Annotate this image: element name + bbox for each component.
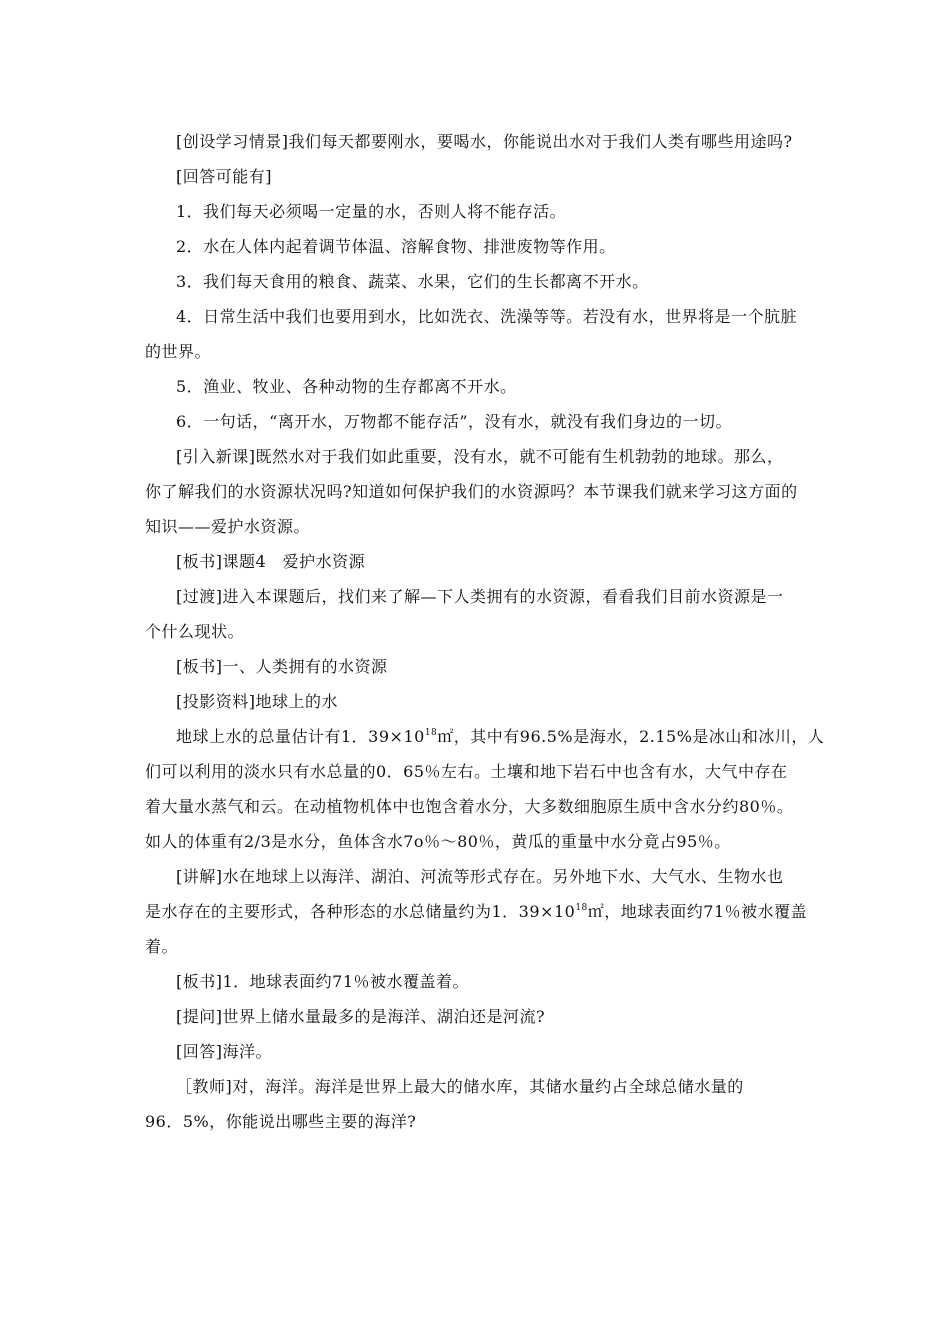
text-line: [0, 194, 950, 229]
text-line: [0, 789, 950, 824]
line-text-cont: ㎡，其中有96.5%是海水，2.15%是冰山和冰川，人: [437, 727, 825, 746]
line-text-cont: ㎡，地球表面约71％被水覆盖: [587, 902, 808, 921]
text-line: [0, 474, 950, 509]
exponent: 18: [424, 727, 438, 738]
line-text: [板书]课题4 爱护水资源: [176, 552, 366, 571]
line-text: 是水存在的主要形式，各种形态的水总储量约为1．39×10: [145, 902, 576, 921]
line-text: 如人的体重有2/3是水分，鱼体含水7o％～80％，黄瓜的重量中水分竟占95％。: [145, 832, 731, 851]
exponent: 18: [575, 902, 588, 913]
text-line: [0, 859, 950, 894]
text-line: [0, 824, 950, 859]
line-text: [板书]一、人类拥有的水资源: [176, 657, 388, 676]
text-line: [0, 264, 950, 299]
line-text: 着。: [145, 937, 179, 956]
text-line: [0, 369, 950, 404]
text-line: [0, 159, 950, 194]
text-line: [0, 579, 950, 614]
line-text: ［教师]对，海洋。海洋是世界上最大的储水库，其储水量约占全球总储水量的: [176, 1077, 744, 1096]
line-text: 你了解我们的水资源状况吗?知道如何保护我们的水资源吗？本节课我们就来学习这方面的: [145, 482, 798, 501]
line-text: [引入新课]既然水对于我们如此重要，没有水，就不可能有生机勃勃的地球。那么，: [176, 447, 784, 466]
text-line: [0, 1104, 950, 1139]
text-line: [0, 509, 950, 544]
line-text: [投影资料]地球上的水: [176, 692, 338, 711]
text-line: [0, 684, 950, 719]
text-line: [0, 964, 950, 999]
text-line: [0, 649, 950, 684]
line-text: 5．渔业、牧业、各种动物的生存都离不开水。: [176, 377, 517, 396]
line-text: [提问]世界上储水量最多的是海洋、湖泊还是河流?: [176, 1007, 546, 1026]
line-text: 6．一句话，“离开水，万物都不能存活”，没有水，就没有我们身边的一切。: [176, 412, 733, 431]
text-line: [0, 124, 950, 159]
text-line: [0, 404, 950, 439]
text-line: [0, 894, 950, 929]
text-line: [0, 1034, 950, 1069]
line-text: [回答可能有]: [176, 167, 272, 186]
text-line: [0, 299, 950, 334]
text-line: [0, 544, 950, 579]
line-text: [板书]1．地球表面约71％被水覆盖着。: [176, 972, 470, 991]
line-text: 的世界。: [145, 342, 212, 361]
text-line: [0, 999, 950, 1034]
text-line: [0, 439, 950, 474]
text-line: [0, 614, 950, 649]
text-line: [0, 334, 950, 369]
line-text: [创设学习情景]我们每天都要刚水，要喝水，你能说出水对于我们人类有哪些用途吗?: [176, 132, 793, 151]
line-text: 地球上水的总量估计有1．39×10: [176, 727, 425, 746]
line-text: 着大量水蒸气和云。在动植物机体中也饱含着水分，大多数细胞原生质中含水分约80％。: [145, 797, 794, 816]
text-line: [0, 719, 950, 754]
line-text: 个什么现状。: [145, 622, 245, 641]
line-text: [讲解]水在地球上以海洋、湖泊、河流等形式存在。另外地下水、大气水、生物水也: [176, 867, 784, 886]
line-text: 4．日常生活中我们也要用到水，比如洗衣、洗澡等等。若没有水，世界将是一个肮脏: [176, 307, 798, 326]
line-text: 们可以利用的淡水只有水总量的0．65％左右。土壤和地下岩石中也含有水，大气中存在: [145, 762, 788, 781]
line-text: 知识——爱护水资源。: [145, 517, 311, 536]
line-text: [回答]海洋。: [176, 1042, 272, 1061]
line-text: [过渡]进入本课题后，找们来了解—下人类拥有的水资源，看看我们目前水资源是一: [176, 587, 784, 606]
line-text: 2．水在人体内起着调节体温、溶解食物、排泄废物等作用。: [176, 237, 616, 256]
text-line: [0, 229, 950, 264]
text-line: [0, 1069, 950, 1104]
line-text: 3．我们每天食用的粮食、蔬菜、水果，它们的生长都离不开水。: [176, 272, 649, 291]
text-line: [0, 929, 950, 964]
line-text: 1．我们每天必须喝一定量的水，否则人将不能存活。: [176, 202, 567, 221]
text-line: [0, 754, 950, 789]
line-text: 96．5%，你能说出哪些主要的海洋?: [145, 1112, 417, 1131]
